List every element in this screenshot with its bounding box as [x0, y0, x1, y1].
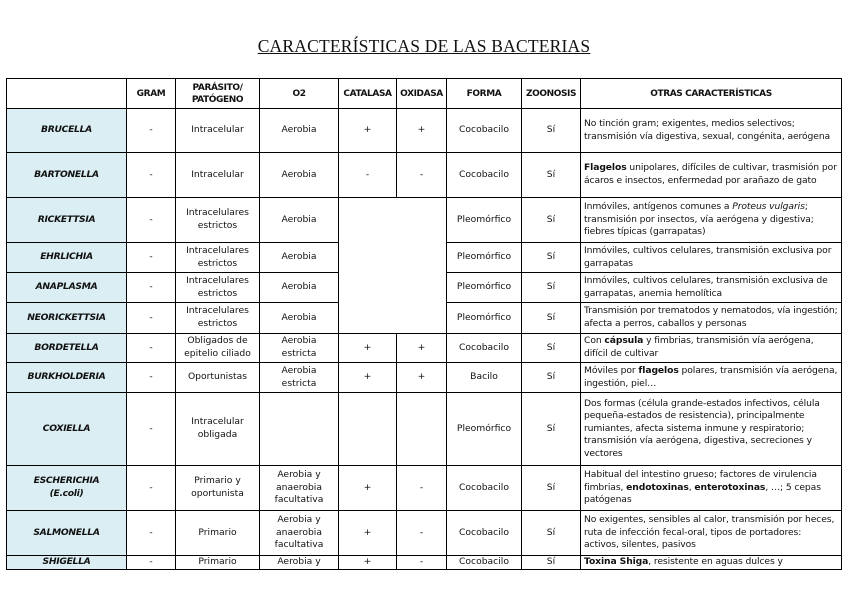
parasito-cell: Obligados de epitelio ciliado [176, 334, 260, 363]
bacteria-name: BURKHOLDERIA [7, 363, 127, 393]
o2-cell: Aerobia [260, 109, 339, 153]
o2-cell: Aerobia estricta [260, 334, 339, 363]
otras-cell: Inmóviles, antígenos comunes a Proteus vulgaris; transmisión por insectos, vía aerógena y digestiva; fiebres típicas (garrapatas) [581, 198, 842, 243]
table-row [7, 393, 842, 466]
header-row [7, 79, 842, 109]
catalasa-cell: + [339, 334, 397, 363]
zoonosis-cell: Sí [522, 511, 581, 556]
o2-cell: Aerobia y [260, 556, 339, 570]
forma-cell: Cocobacilo [447, 153, 522, 198]
table-row [7, 198, 842, 243]
zoonosis-cell: Sí [522, 243, 581, 273]
header-zoonosis: ZOONOSIS [522, 79, 581, 109]
zoonosis-cell: Sí [522, 393, 581, 466]
forma-cell: Cocobacilo [447, 466, 522, 511]
bacteria-name: BARTONELLA [7, 153, 127, 198]
forma-cell: Cocobacilo [447, 109, 522, 153]
forma-cell: Pleomórfico [447, 273, 522, 303]
parasito-cell: Intracelular obligada [176, 393, 260, 466]
otras-cell: Con cápsula y fimbrias, transmisión vía aerógena, difícil de cultivar [581, 334, 842, 363]
bacteria-name: SALMONELLA [7, 511, 127, 556]
forma-cell: Cocobacilo [447, 334, 522, 363]
oxidasa-cell: - [397, 511, 447, 556]
forma-cell: Pleomórfico [447, 393, 522, 466]
catalasa-cell: + [339, 556, 397, 570]
oxidasa-cell: - [397, 466, 447, 511]
header-oxidasa: OXIDASA [397, 79, 447, 109]
forma-cell: Pleomórfico [447, 303, 522, 334]
otras-cell: Inmóviles, cultivos celulares, transmisión exclusiva de garrapatas, anemia hemolítica [581, 273, 842, 303]
catalasa-cell: + [339, 109, 397, 153]
gram-cell: - [127, 273, 176, 303]
forma-cell: Cocobacilo [447, 511, 522, 556]
header-otras: OTRAS CARACTERÍSTICAS [581, 79, 842, 109]
bacteria-name: BORDETELLA [7, 334, 127, 363]
catalasa-cell: + [339, 363, 397, 393]
parasito-cell: Intracelular [176, 153, 260, 198]
bacteria-name: EHRLICHIA [7, 243, 127, 273]
parasito-cell: Primario [176, 556, 260, 570]
o2-cell: Aerobia y anaerobia facultativa [260, 466, 339, 511]
table-row [7, 363, 842, 393]
forma-cell: Pleomórfico [447, 198, 522, 243]
zoonosis-cell: Sí [522, 363, 581, 393]
parasito-cell: Intracelular [176, 109, 260, 153]
catalasa-cell: + [339, 511, 397, 556]
parasito-cell: Intracelulares estrictos [176, 243, 260, 273]
oxidasa-cell: - [397, 556, 447, 570]
table-row [7, 466, 842, 511]
gram-cell: - [127, 153, 176, 198]
bacteria-table [6, 78, 842, 570]
oxidasa-cell [397, 393, 447, 466]
o2-cell [260, 393, 339, 466]
otras-cell: Transmisión por trematodos y nematodos, vía ingestión; afecta a perros, caballos y personas [581, 303, 842, 334]
zoonosis-cell: Sí [522, 334, 581, 363]
o2-cell: Aerobia estricta [260, 363, 339, 393]
otras-cell: Inmóviles, cultivos celulares, transmisión exclusiva por garrapatas [581, 243, 842, 273]
bacteria-name: NEORICKETTSIA [7, 303, 127, 334]
zoonosis-cell: Sí [522, 273, 581, 303]
zoonosis-cell: Sí [522, 556, 581, 570]
otras-cell: Flagelos unipolares, difíciles de cultivar, trasmisión por ácaros e insectos, enfermedad por arañazo de gato [581, 153, 842, 198]
forma-cell: Bacilo [447, 363, 522, 393]
bacteria-name: COXIELLA [7, 393, 127, 466]
zoonosis-cell: Sí [522, 466, 581, 511]
zoonosis-cell: Sí [522, 303, 581, 334]
page-title: CARACTERÍSTICAS DE LAS BACTERIAS [257, 36, 591, 56]
bacteria-name: RICKETTSIA [7, 198, 127, 243]
gram-cell: - [127, 466, 176, 511]
header-name [7, 79, 127, 109]
gram-cell: - [127, 334, 176, 363]
header-catalasa: CATALASA [339, 79, 397, 109]
otras-cell: No exigentes, sensibles al calor, transmisión por heces, ruta de infección fecal-oral, tipos de portadores: activos, silentes, pasivos [581, 511, 842, 556]
otras-cell: Dos formas (célula grande-estados infectivos, célula pequeña-estados de resistencia), principalmente rumiantes, afecta sistema inmune y respiratorio; transmisión vía aerógena, digestiva, secreciones y vectores [581, 393, 842, 466]
bacteria-name: BRUCELLA [7, 109, 127, 153]
o2-cell: Aerobia [260, 273, 339, 303]
parasito-cell: Oportunistas [176, 363, 260, 393]
parasito-cell: Intracelulares estrictos [176, 198, 260, 243]
o2-cell: Aerobia [260, 303, 339, 334]
o2-cell: Aerobia [260, 198, 339, 243]
o2-cell: Aerobia y anaerobia facultativa [260, 511, 339, 556]
gram-cell: - [127, 109, 176, 153]
forma-cell: Pleomórfico [447, 243, 522, 273]
table-row [7, 511, 842, 556]
table-row [7, 109, 842, 153]
otras-cell: Toxina Shiga, resistente en aguas dulces y [581, 556, 842, 570]
table-row [7, 556, 842, 570]
parasito-cell: Primario [176, 511, 260, 556]
gram-cell: - [127, 363, 176, 393]
zoonosis-cell: Sí [522, 153, 581, 198]
oxidasa-cell: + [397, 334, 447, 363]
oxidasa-cell: + [397, 109, 447, 153]
parasito-cell: Intracelulares estrictos [176, 303, 260, 334]
catalasa-cell: - [339, 153, 397, 198]
table-row [7, 153, 842, 198]
bacteria-name: ANAPLASMA [7, 273, 127, 303]
parasito-cell: Primario y oportunista [176, 466, 260, 511]
catalasa-cell [339, 393, 397, 466]
gram-cell: - [127, 303, 176, 334]
header-forma: FORMA [447, 79, 522, 109]
parasito-cell: Intracelulares estrictos [176, 273, 260, 303]
bacteria-name: ESCHERICHIA (E.coli) [7, 466, 127, 511]
otras-cell: No tinción gram; exigentes, medios selectivos; transmisión vía digestiva, sexual, congénita, aerógena [581, 109, 842, 153]
gram-cell: - [127, 198, 176, 243]
forma-cell: Cocobacilo [447, 556, 522, 570]
gram-cell: - [127, 511, 176, 556]
gram-cell: - [127, 556, 176, 570]
otras-cell: Móviles por flagelos polares, transmisión vía aerógena, ingestión, piel… [581, 363, 842, 393]
zoonosis-cell: Sí [522, 109, 581, 153]
otras-cell: Habitual del intestino grueso; factores de virulencia fimbrias, endotoxinas, enterotoxinas, …; 5 cepas patógenas [581, 466, 842, 511]
header-o2: O2 [260, 79, 339, 109]
catalasa-cell: + [339, 466, 397, 511]
gram-cell: - [127, 243, 176, 273]
zoonosis-cell: Sí [522, 198, 581, 243]
oxidasa-cell: - [397, 153, 447, 198]
gram-cell: - [127, 393, 176, 466]
header-parasito: PARÁSITO/ PATÓGENO [176, 79, 260, 109]
header-gram: GRAM [127, 79, 176, 109]
table-row [7, 334, 842, 363]
o2-cell: Aerobia [260, 243, 339, 273]
bacteria-name: SHIGELLA [7, 556, 127, 570]
oxidasa-cell: + [397, 363, 447, 393]
o2-cell: Aerobia [260, 153, 339, 198]
catalasa-oxidasa-empty-cell [339, 198, 447, 334]
